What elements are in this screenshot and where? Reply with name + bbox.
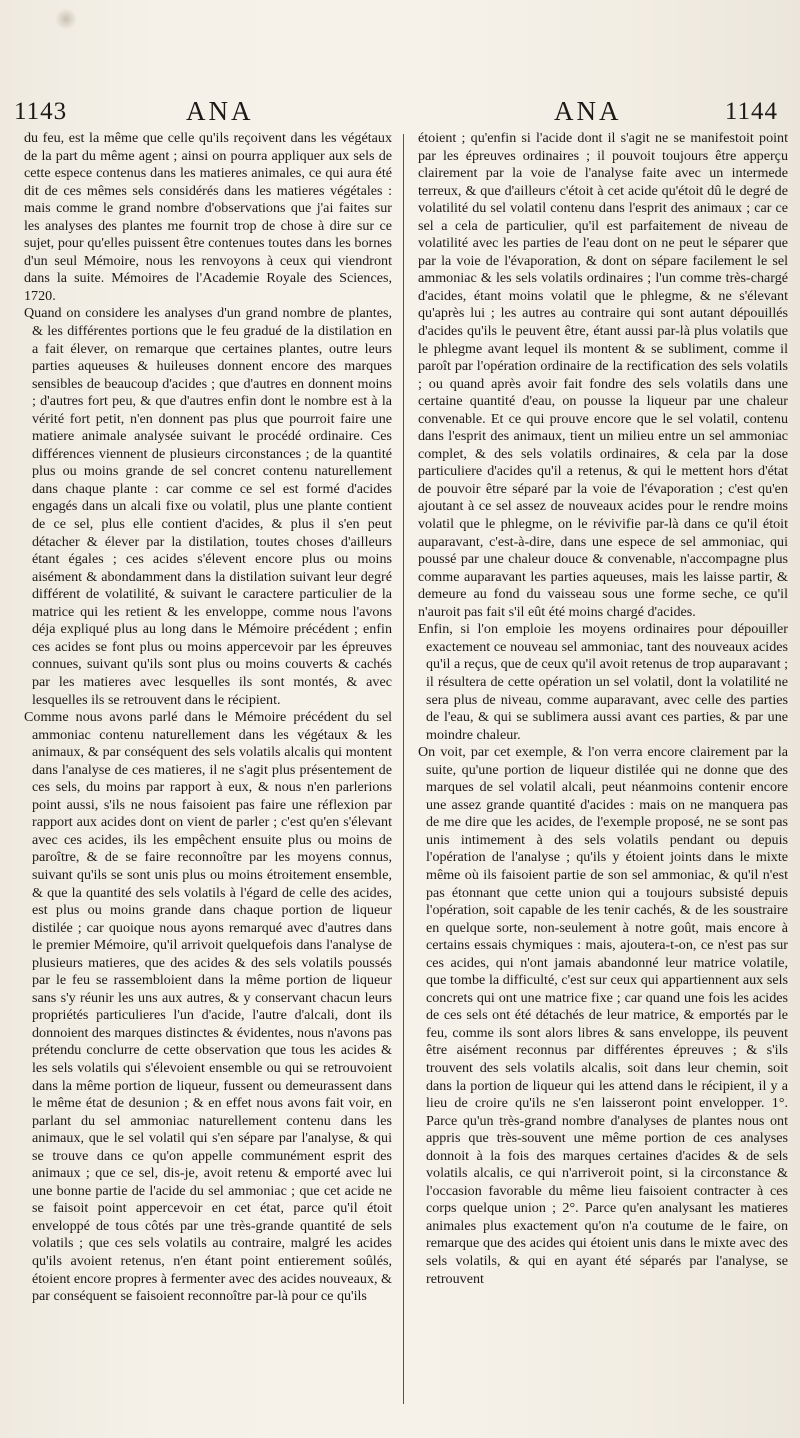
- paragraph: du feu, est la même que celle qu'ils reçoivent dans les végétaux de la part du même agent ; ainsi on pourra appliquer aux sels de cette espece contenus dans les matieres animales, ce qui aura été dit de ces mêmes sels considérés dans les matieres végétales : mais comme le grand nombre d'observations que j'ai faites sur les analyses des plantes me fournit trop de chose à dire sur ce sujet, pour qu'elles puissent être contenues toutes dans les bornes d'un seul Mémoire, nous les renvoyons à ceux qui viendront dans la suite. Mémoires de l'Academie Royale des Sciences, 1720.: [24, 130, 392, 304]
- column-divider: [403, 134, 404, 1404]
- paragraph: Comme nous avons parlé dans le Mémoire précédent du sel ammoniac contenu naturellement dans les végétaux & les animaux, & par conséquent des sels volatils alcalis qui montent dans l'analyse de ces matieres, il ne s'agit plus présentement de ces sels, du moins par rapport à eux, & nous n'en parlerions point aussi, s'ils ne nous faisoient pas faire une réflexion par rapport aux acides dont on vient de parler ; c'est qu'en s'élevant avec ces acides, ils les empêchent ensuite plus ou moins de paroître, & de se faire reconnoître par les moyens connus, suivant qu'ils se sont unis plus ou moins étroitement ensemble, & que la quantité des sels volatils à l'égard de celle des acides, est plus ou moins grande dans chaque portion de liqueur distilée ; car quoique nous ayons remarqué avec d'autres dans le premier Mémoire, qu'il arrivoit quelquefois dans l'analyse de plusieurs matieres, que des acides & des sels volatils poussés par le feu se rassembloient dans la même portion de liqueur sans s'y réunir les uns aux autres, & y conservant chacun leurs propriétés particulieres l'un d'acide, l'autre d'alcali, dont ils donnoient des marques distinctes & évidentes, nous n'avons pas prétendu conclurre de cette observation que tous les acides & les sels volatils qui s'élevoient ensemble ou qui se retrouvoient dans la même portion de liqueur, fussent ou demeurassent dans le même état de desunion ; & en effet nous avons fait voir, en parlant du sel ammoniac naturellement contenu dans les animaux, que le sel volatil qui s'en sépare par l'analyse, & qui se trouve dans ce qu'on appelle communément esprit des animaux ; que ce sel, dis-je, avoit retenu & emporté avec lui une bonne partie de l'acide du sel ammoniac ; que cet acide ne se faisoit point appercevoir en cet état, parce qu'il étoit enveloppé de tous côtés par une très-grande quantité de sels volatils ; que ces sels volatils au contraire, malgré les acides qu'ils avoient retenus, n'en étant point entierement soûlés, étoient encore propres à fermenter avec des acides nouveaux, & par conséquent se faisoient reconnoître par-là pour ce qu'ils: [24, 709, 392, 1305]
- paper-stain: [55, 8, 77, 30]
- left-column: [24, 130, 392, 1430]
- right-page-number: 1144: [724, 98, 778, 125]
- page-header: [14, 96, 786, 126]
- right-running-head: ANA: [554, 96, 622, 126]
- left-page-number: 1143: [14, 98, 68, 125]
- paragraph: Quand on considere les analyses d'un grand nombre de plantes, & les différentes portions que le feu gradué de la distilation en a fait élever, on remarque que certaines plantes, outre leurs parties aqueuses & huileuses donnent encore des marques sensibles de beaucoup d'acides ; que d'autres en donnent moins ; d'autres fort peu, & que d'autres enfin dont le nombre est à la vérité fort petit, n'en donnent pas plus que pourroit faire une matiere animale analysée suivant le procédé ordinaire. Ces différences viennent de plusieurs circonstances ; de la quantité plus ou moins grande de sel concret contenu naturellement dans chaque plante : car comme ce sel est formé d'acides engagés dans un alcali fixe ou volatil, plus une plante contient de ce sel, plus elle contient d'acides, & plus il s'en peut détacher & élever par la distilation, toutes choses d'ailleurs étant égales ; ces acides s'élevent encore plus ou moins aisément & abondamment dans la distilation suivant leur degré différent de volatilité, & suivant le caractere particulier de la matrice qui les retient & les enveloppe, comme nous l'avons déja expliqué plus au long dans le Mémoire précédent ; enfin ces acides se font plus ou moins appercevoir par les épreuves connues, suivant qu'ils sont plus ou moins couverts & cachés par les matieres avec lesquelles ils sont montés, & avec lesquelles ils se retrouvent dans le récipient.: [24, 305, 392, 708]
- paragraph: On voit, par cet exemple, & l'on verra encore clairement par la suite, qu'une portion de liqueur distilée qui ne donne que des marques de sel volatil alcali, peut néanmoins contenir encore une assez grande quantité d'acides : mais on ne manquera pas de me dire que les acides, de l'exemple proposé, ne se sont pas unis intimement à des sels volatils pendant ou depuis l'opération de l'analyse ; qu'ils y étoient joints dans le mixte même où ils faisoient partie de son sel ammoniac, & qu'il n'est pas étonnant que cette union qui a toujours subsisté depuis l'opération, soit capable de les tenir cachés, & de les soustraire en quelque sorte, non-seulement à notre goût, mais encore à certains essais chymiques : mais, ajoutera-t-on, ce n'est pas sur ces acides, qui n'ont jamais abandonné leur matrice volatile, que tombe la difficulté, c'est sur ceux qui appartiennent aux sels concrets qui ont une matrice fixe ; car quand une fois les acides de ces sels ont été détachés de leur matrice, & emportés par le feu, comme ils sont alors libres & sans enveloppe, ils peuvent être aisément reconnus par différentes épreuves ; & s'ils trouvent des sels volatils alcalis, soit dans leur chemin, soit dans la portion de liqueur qui les attend dans le récipient, il y a lieu de croire qu'ils ne s'en laisseront point envelopper. 1°. Parce qu'un très-grand nombre d'analyses de plantes nous ont appris que très-souvent une même portion de ces analyses donnoit à la fois des marques certaines d'acides & de sels volatils alcalis, ce qui n'arriveroit point, si la circonstance & l'occasion favorable du même lieu faisoient contracter à ces corps quelque union ; 2°. Parce qu'en analysant les matieres animales plus exactement qu'on n'a coutume de le faire, on remarque que des acides qui étoient unis dans le mixte avec des sels volatils, & qui en ayant été séparés par l'analyse, se retrouvent: [418, 744, 788, 1287]
- left-running-head: ANA: [186, 96, 254, 126]
- paragraph: Enfin, si l'on emploie les moyens ordinaires pour dépouiller exactement ce nouveau sel ammoniac, tant des nouveaux acides qu'il a reçus, que de ceux qu'il avoit retenus de trop auparavant ; il résultera de cette opération un sel volatil, dont la volatilité ne sera plus de niveau, comme auparavant, avec celle des parties de l'eau, & qui se sublimera aussi avant ces parties, & par une moindre chaleur.: [418, 621, 788, 743]
- paragraph: étoient ; qu'enfin si l'acide dont il s'agit ne se manifestoit point par les épreuves ordinaires ; il pouvoit toujours être apperçu clairement par la voie de l'analyse faite avec un intermede terreux, & que d'ailleurs c'étoit à cet acide qu'étoit dû le degré de volatilité du sel volatil contenu dans l'esprit des animaux ; car ce sel a cela de particulier, qu'il est parfaitement de niveau de volatilité avec les parties de l'eau dont on ne peut le séparer que par la voie de l'évaporation, & dont on sépare facilement le sel ammoniac & les sels volatils ordinaires ; l'un comme très-chargé d'acides, étant moins volatil que le phlegme, & ne s'élevant qu'après lui ; les autres au contraire qui sont autant dépouillés d'acides qu'ils le peuvent être, étant aussi par-là plus volatils que le phlegme avant lequel ils montent & se subliment, comme il paroît par l'opération ordinaire de la rectification des sels volatils ; ou quand après avoir fait fondre des sels volatils dans une certaine quantité d'eau, on pousse la liqueur par une chaleur convenable. Et ce qui prouve encore que le sel volatil, contenu dans l'esprit des animaux, tient un milieu entre un sel ammoniac complet, & des sels volatils ordinaires, & cela par la dose particuliere d'acides qu'il a retenus, & qui le mettent hors d'état de pouvoir être séparé par la voie de l'évaporation ; c'est qu'en ajoutant à ce sel assez de nouveaux acides pour le rendre moins volatil que le phlegme, on le révivifie par-là dans ce qu'il étoit auparavant, c'est-à-dire, dans une espece de sel ammoniac, qui poussé par une chaleur douce & convenable, n'accompagne plus comme auparavant les parties aqueuses, mais les laisse partir, & demeure au fond du vaisseau sous une forme seche, ce qu'il n'auroit pas fait s'il eût été moins chargé d'acides.: [418, 130, 788, 620]
- right-column: [418, 130, 788, 1430]
